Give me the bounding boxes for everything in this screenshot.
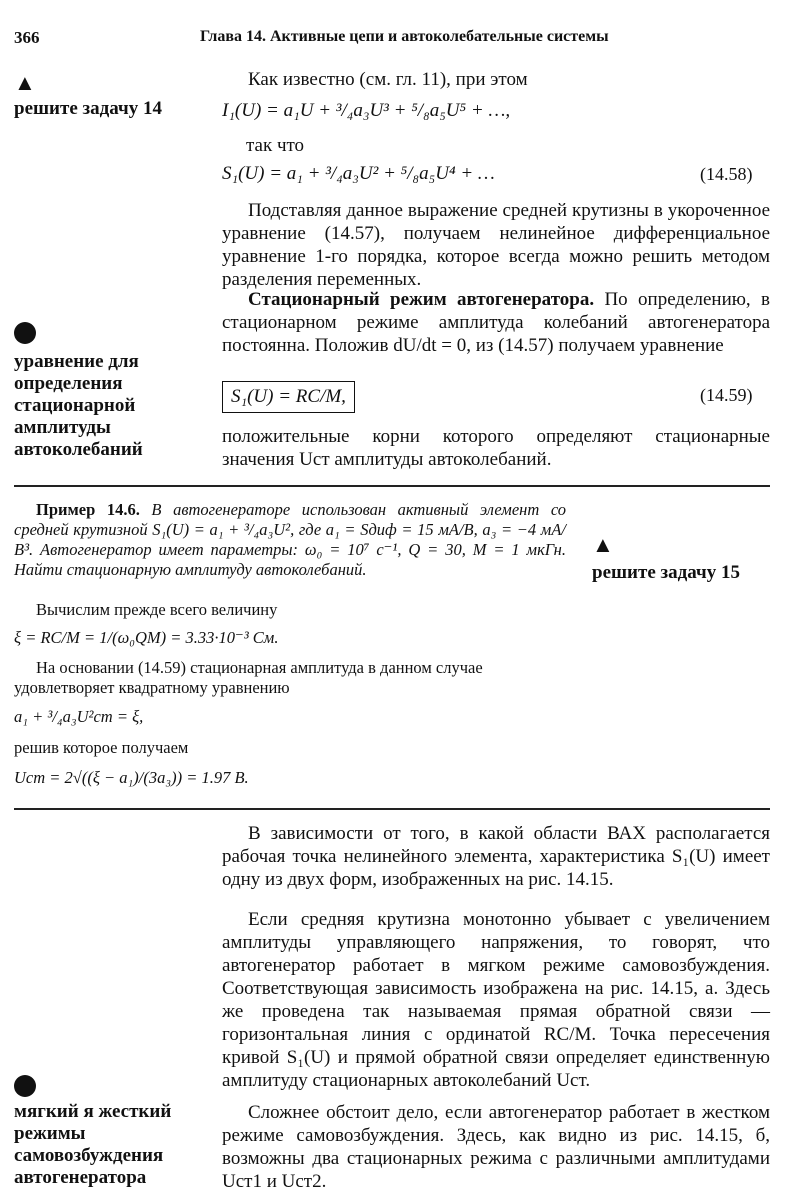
- example-label: Пример 14.6.: [36, 500, 140, 519]
- equation-s1: S₁(U) = a₁ + ³/₄a₃U² + ⁵/₈a₅U⁴ + …: [222, 163, 495, 184]
- paragraph-hard-mode: Сложнее обстоит дело, если автогенератор работает в жестком режиме самовозбуждения. Здесь, как видно из рис. 14.15, б, возможны два стационарных режима с различными амплитудами Uст1 и Uст2.: [222, 1102, 770, 1192]
- example-statement: [14, 500, 566, 580]
- divider-bottom: [14, 808, 770, 810]
- margin-note-task15: решите задачу 15: [592, 562, 740, 583]
- example-line-compute: Вычислим прежде всего величину: [36, 600, 278, 619]
- margin-note-task14: решите задачу 14: [14, 98, 162, 119]
- margin-note-stationary-amplitude: уравнение для определения стационарной амплитуды автоколебаний: [14, 351, 143, 460]
- triangle-icon: ▲: [14, 70, 36, 95]
- page-number: 366: [14, 28, 40, 47]
- equation-number-1458: (14.58): [700, 164, 753, 184]
- paragraph-vax-forms: В зависимости от того, в какой области ВАХ располагается рабочая точка нелинейного элемента, характеристика S₁(U) имеет одну из двух форм, изображенных на рис. 14.15.: [222, 823, 770, 890]
- example-equation-ust: Uст = 2√((ξ − a₁)/(3a₃)) = 1.97 В.: [14, 768, 249, 787]
- example-text: В автогенераторе использован активный элемент со средней крутизной S₁(U) = a₁ + ³/₄a₃U², где a₁ = Sдиф = 15 мА/В, a₃ = −4 мА/В³. Автогенератор имеет параметры: ω₀ = 10⁷ с⁻¹, Q = 30, M = 1 мкГн. Найти стационарную амплитуду автоколебаний.: [14, 500, 566, 579]
- stationary-mode-heading: Стационарный режим автогенератора.: [248, 289, 595, 310]
- paragraph-substitution: Подставляя данное выражение средней крутизны в укороченное уравнение (14.57), получаем нелинейное дифференциальное уравнение 1-го порядка, которое всегда можно решить методом разделения переменных.: [222, 200, 770, 290]
- equation-i1: I₁(U) = a₁U + ³/₄a₃U³ + ⁵/₈a₅U⁵ + …,: [222, 100, 511, 121]
- bullet-icon: [14, 1075, 36, 1097]
- stationary-mode-text: По определению, в стационарном режиме амплитуда колебаний автогенератора постоянна. Положив dU/dt = 0, из (14.57) получаем уравнение: [222, 289, 771, 356]
- example-equation-xi: ξ = RC/M = 1/(ω₀QM) = 3.33·10⁻³ См.: [14, 628, 279, 647]
- triangle-icon: ▲: [592, 532, 614, 557]
- example-equation-quadratic: a₁ + ³/₄a₃U²ст = ξ,: [14, 707, 144, 726]
- chapter-title: Глава 14. Активные цепи и автоколебательные системы: [200, 28, 609, 45]
- so-that-line: так что: [246, 135, 305, 156]
- boxed-equation-s1-rcm: S₁(U) = RC/M,: [222, 381, 355, 413]
- equation-number-1459: (14.59): [700, 385, 753, 405]
- example-line-quadratic: На основании (14.59) стационарная амплитуда в данном случае удовлетворяет квадратному уравнению: [14, 658, 483, 697]
- example-line-solving: решив которое получаем: [14, 738, 189, 757]
- margin-note-soft-hard-modes: мягкий я жесткий режимы самовозбуждения автогенератора: [14, 1101, 172, 1188]
- paragraph-positive-roots: положительные корни которого определяют стационарные значения Uст амплитуды автоколебаний.: [222, 426, 770, 470]
- divider-top: [14, 485, 770, 487]
- bullet-icon: [14, 322, 36, 344]
- paragraph-soft-mode: Если средняя крутизна монотонно убывает с увеличением амплитуды управляющего напряжения, то говорят, что автогенератор работает в мягком режиме самовозбуждения. Соответствующая зависимость изображена на рис. 14.15, а. Здесь же проведена так называемая прямая обратной связи — горизонтальная линия с ординатой RC/M. Точка пересечения кривой S₁(U) и прямой обратной связи определяет единственную амплитуду стационарных автоколебаний Uст.: [222, 909, 770, 1091]
- intro-line: Как известно (см. гл. 11), при этом: [248, 69, 528, 90]
- paragraph-stationary-mode: [222, 288, 770, 357]
